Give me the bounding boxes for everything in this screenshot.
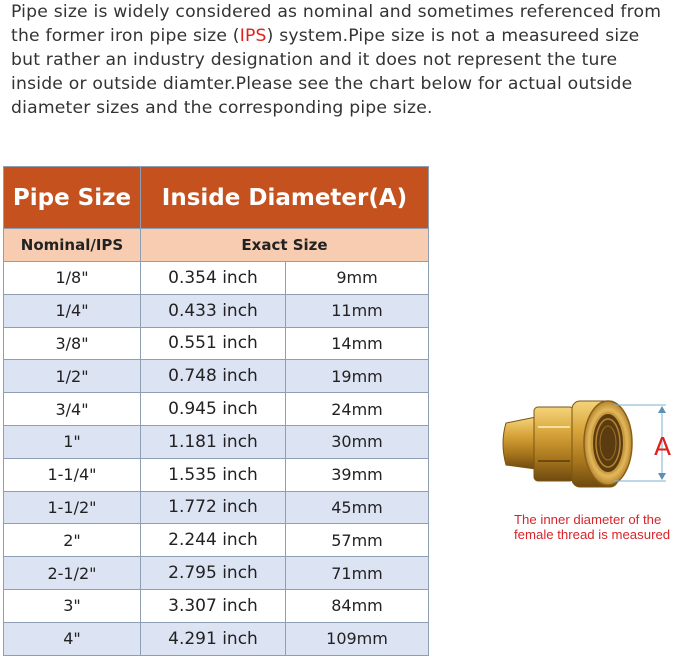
inch-cell: 1.181 inch [141, 425, 286, 458]
mm-cell: 11mm [286, 294, 429, 327]
inch-cell: 0.433 inch [141, 294, 286, 327]
table-row [4, 491, 429, 524]
brass-female-coupling-icon [503, 401, 632, 487]
nominal-cell: 2-1/2" [4, 557, 141, 590]
nominal-cell: 3/8" [4, 327, 141, 360]
mm-cell: 45mm [286, 491, 429, 524]
inch-cell: 0.551 inch [141, 327, 286, 360]
table-row [4, 622, 429, 655]
mm-cell: 57mm [286, 524, 429, 557]
mm-cell: 71mm [286, 557, 429, 590]
dimension-label: A [654, 432, 672, 461]
intro-text-start: Pipe size is widely considered as nominal and sometimes referenced from the former iron pipe size ( [11, 2, 662, 46]
subheader-nominal: Nominal/IPS [4, 229, 141, 262]
inch-cell: 0.748 inch [141, 360, 286, 393]
inch-cell: 2.795 inch [141, 557, 286, 590]
fitting-caption: The inner diameter of the female thread is measured [514, 512, 671, 542]
inch-cell: 0.945 inch [141, 393, 286, 426]
table-row [4, 360, 429, 393]
table-row [4, 393, 429, 426]
table-row [4, 425, 429, 458]
inch-cell: 2.244 inch [141, 524, 286, 557]
inch-cell: 3.307 inch [141, 589, 286, 622]
table-row [4, 294, 429, 327]
table-row [4, 557, 429, 590]
mm-cell: 9mm [286, 262, 429, 295]
header-inside-diameter: Inside Diameter(A) [141, 167, 429, 229]
nominal-cell: 4" [4, 622, 141, 655]
nominal-cell: 2" [4, 524, 141, 557]
nominal-cell: 1" [4, 425, 141, 458]
brass-fitting-diagram [496, 393, 679, 493]
nominal-cell: 3/4" [4, 393, 141, 426]
nominal-cell: 1-1/2" [4, 491, 141, 524]
table-row [4, 589, 429, 622]
table-body [4, 262, 429, 656]
table-row [4, 262, 429, 295]
table-row [4, 458, 429, 491]
mm-cell: 24mm [286, 393, 429, 426]
intro-paragraph [11, 0, 671, 120]
inch-cell: 0.354 inch [141, 262, 286, 295]
nominal-cell: 1/2" [4, 360, 141, 393]
inch-cell: 1.535 inch [141, 458, 286, 491]
intro-text-end: ) system.Pipe size is not a measureed size but rather an industry designation and it does not represent the ture inside or outside diamter.Please see the chart below for actual outside diameter sizes and the corresponding pipe size. [11, 26, 640, 118]
nominal-cell: 1/8" [4, 262, 141, 295]
header-pipe-size: Pipe Size [4, 167, 141, 229]
mm-cell: 19mm [286, 360, 429, 393]
nominal-cell: 1-1/4" [4, 458, 141, 491]
inch-cell: 1.772 inch [141, 491, 286, 524]
nominal-cell: 3" [4, 589, 141, 622]
ips-highlight: IPS [239, 26, 267, 46]
pipe-size-table [3, 166, 429, 656]
inch-cell: 4.291 inch [141, 622, 286, 655]
nominal-cell: 1/4" [4, 294, 141, 327]
mm-cell: 39mm [286, 458, 429, 491]
mm-cell: 14mm [286, 327, 429, 360]
mm-cell: 84mm [286, 589, 429, 622]
table-row [4, 524, 429, 557]
mm-cell: 30mm [286, 425, 429, 458]
table-row [4, 327, 429, 360]
subheader-exact-size: Exact Size [141, 229, 429, 262]
mm-cell: 109mm [286, 622, 429, 655]
